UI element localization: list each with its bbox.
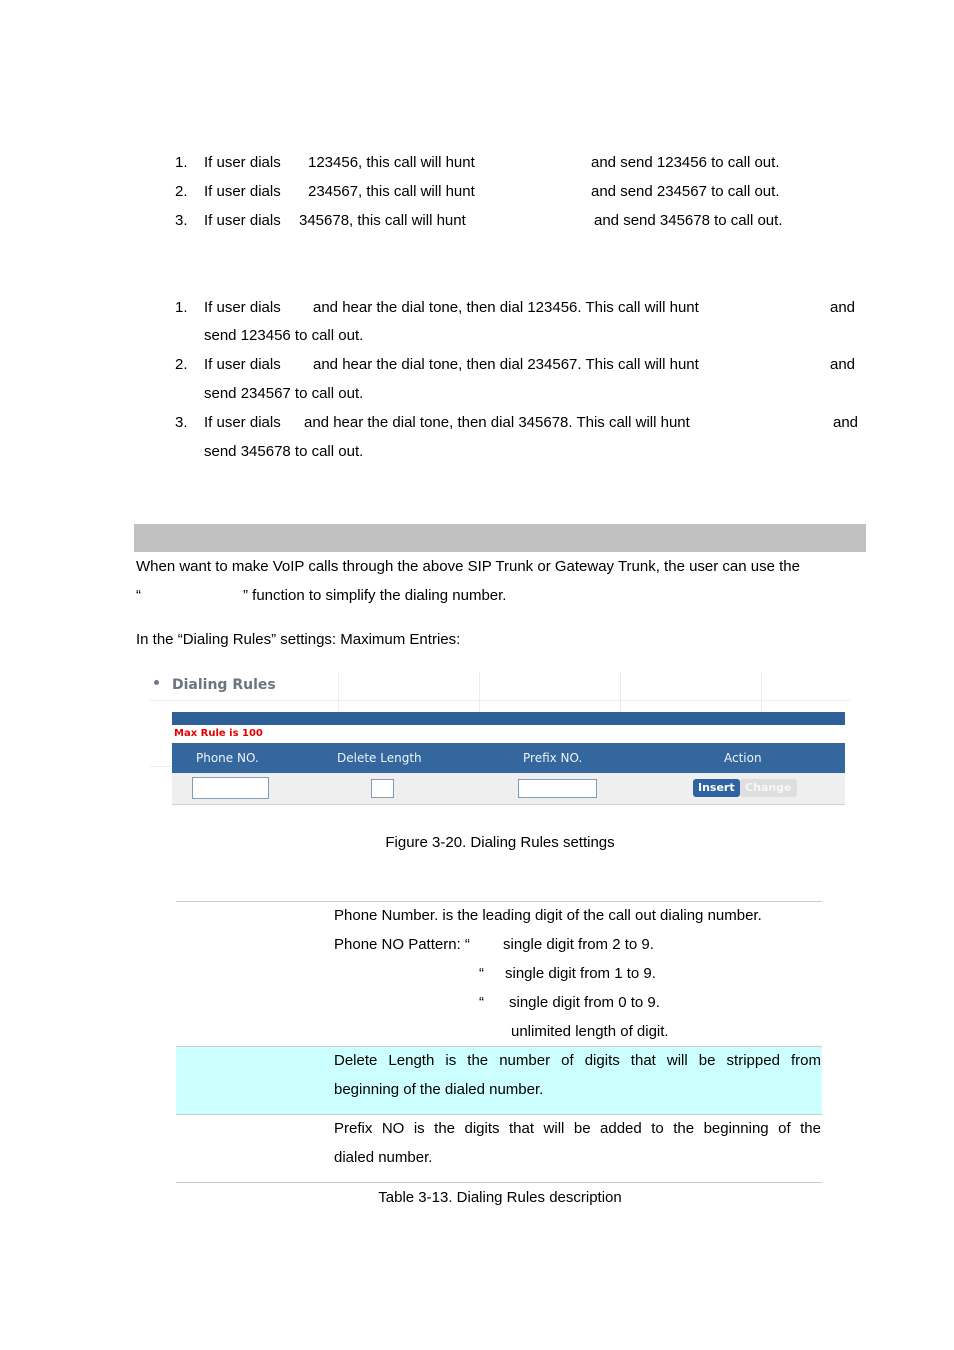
table-rule-bottom	[176, 1182, 822, 1183]
prefix-no-input[interactable]	[518, 779, 597, 798]
list-item-text: If user dials	[204, 154, 281, 171]
list-item-text: and send 345678 to call out.	[594, 212, 783, 229]
phone-pattern-text: single digit from 0 to 9.	[509, 994, 660, 1011]
column-header-prefix-no: Prefix NO.	[523, 751, 583, 765]
panel-title: Dialing Rules	[172, 677, 276, 693]
grid-line	[150, 700, 850, 701]
insert-button[interactable]: Insert	[693, 779, 740, 797]
phone-pattern-text: single digit from 1 to 9.	[505, 965, 656, 982]
list-item-number: 1.	[175, 154, 188, 171]
table-rule	[176, 1046, 822, 1047]
intro-paragraph: When want to make VoIP calls through the above SIP Trunk or Gateway Trunk, the user can use the	[136, 558, 800, 575]
list-item-number: 3.	[175, 212, 188, 229]
phone-pattern-label: Phone NO Pattern: “	[334, 936, 470, 953]
prefix-no-description: Prefix NO is the digits that will be added to the beginning of the	[334, 1120, 821, 1137]
delete-length-description: Delete Length is the number of digits that will be stripped from	[334, 1052, 821, 1069]
phone-no-input[interactable]	[192, 777, 269, 799]
input-row	[172, 773, 845, 805]
list-item-text: 123456, this call will hunt	[308, 154, 475, 171]
grid-line	[150, 766, 172, 767]
list-item-text: If user dials	[204, 183, 281, 200]
list-item-number: 2.	[175, 356, 188, 373]
list-item-number: 2.	[175, 183, 188, 200]
column-header-action: Action	[724, 751, 762, 765]
list-item-text: and	[833, 414, 859, 431]
list-item-number: 3.	[175, 414, 188, 431]
list-item-text: and	[830, 356, 856, 373]
phone-pattern-text: unlimited length of digit.	[511, 1023, 669, 1040]
figure-caption: Figure 3-20. Dialing Rules settings	[385, 834, 615, 851]
grid-line	[479, 672, 480, 712]
bullet-icon	[154, 680, 159, 685]
table-caption: Table 3-13. Dialing Rules description	[378, 1189, 622, 1206]
phone-pattern-text: single digit from 2 to 9.	[503, 936, 654, 953]
list-item-text: If user dials	[204, 299, 281, 316]
phone-no-description: Phone Number. is the leading digit of the call out dialing number.	[334, 907, 762, 924]
list-item-text: and hear the dial tone, then dial 123456. This call will hunt	[313, 299, 699, 316]
intro-paragraph: In the “Dialing Rules” settings: Maximum Entries:	[136, 631, 461, 648]
intro-quote-open: “	[136, 587, 141, 604]
list-item-text: send 123456 to call out.	[204, 327, 364, 344]
phone-pattern-quote: “	[479, 965, 484, 982]
panel-header-bar	[172, 712, 845, 725]
list-item-text: and send 234567 to call out.	[591, 183, 780, 200]
intro-paragraph: ” function to simplify the dialing number.	[243, 587, 507, 604]
list-item-text: send 345678 to call out.	[204, 443, 364, 460]
max-rule-notice: Max Rule is 100	[174, 728, 263, 739]
column-header-delete-length: Delete Length	[337, 751, 422, 765]
list-item-text: send 234567 to call out.	[204, 385, 364, 402]
list-item-text: and	[830, 299, 856, 316]
grid-line	[761, 672, 762, 712]
prefix-no-description: dialed number.	[334, 1149, 433, 1166]
grid-line	[338, 672, 339, 712]
dialing-rules-panel	[150, 672, 850, 806]
table-rule	[176, 1114, 822, 1115]
list-item-text: and send 123456 to call out.	[591, 154, 780, 171]
list-item-text: 234567, this call will hunt	[308, 183, 475, 200]
column-header-phone-no: Phone NO.	[196, 751, 259, 765]
list-item-number: 1.	[175, 299, 188, 316]
delete-length-input[interactable]	[371, 779, 394, 798]
change-button[interactable]: Change	[740, 779, 797, 797]
list-item-text: If user dials	[204, 356, 281, 373]
delete-length-description: beginning of the dialed number.	[334, 1081, 544, 1098]
list-item-text: and hear the dial tone, then dial 345678. This call will hunt	[304, 414, 690, 431]
list-item-text: and hear the dial tone, then dial 234567. This call will hunt	[313, 356, 699, 373]
grid-line	[620, 672, 621, 712]
table-rule-top	[176, 901, 822, 902]
phone-pattern-quote: “	[479, 994, 484, 1011]
list-item-text: If user dials	[204, 414, 281, 431]
table-header-row	[172, 743, 845, 773]
list-item-text: If user dials	[204, 212, 281, 229]
section-heading-bar	[134, 524, 866, 552]
list-item-text: 345678, this call will hunt	[299, 212, 466, 229]
